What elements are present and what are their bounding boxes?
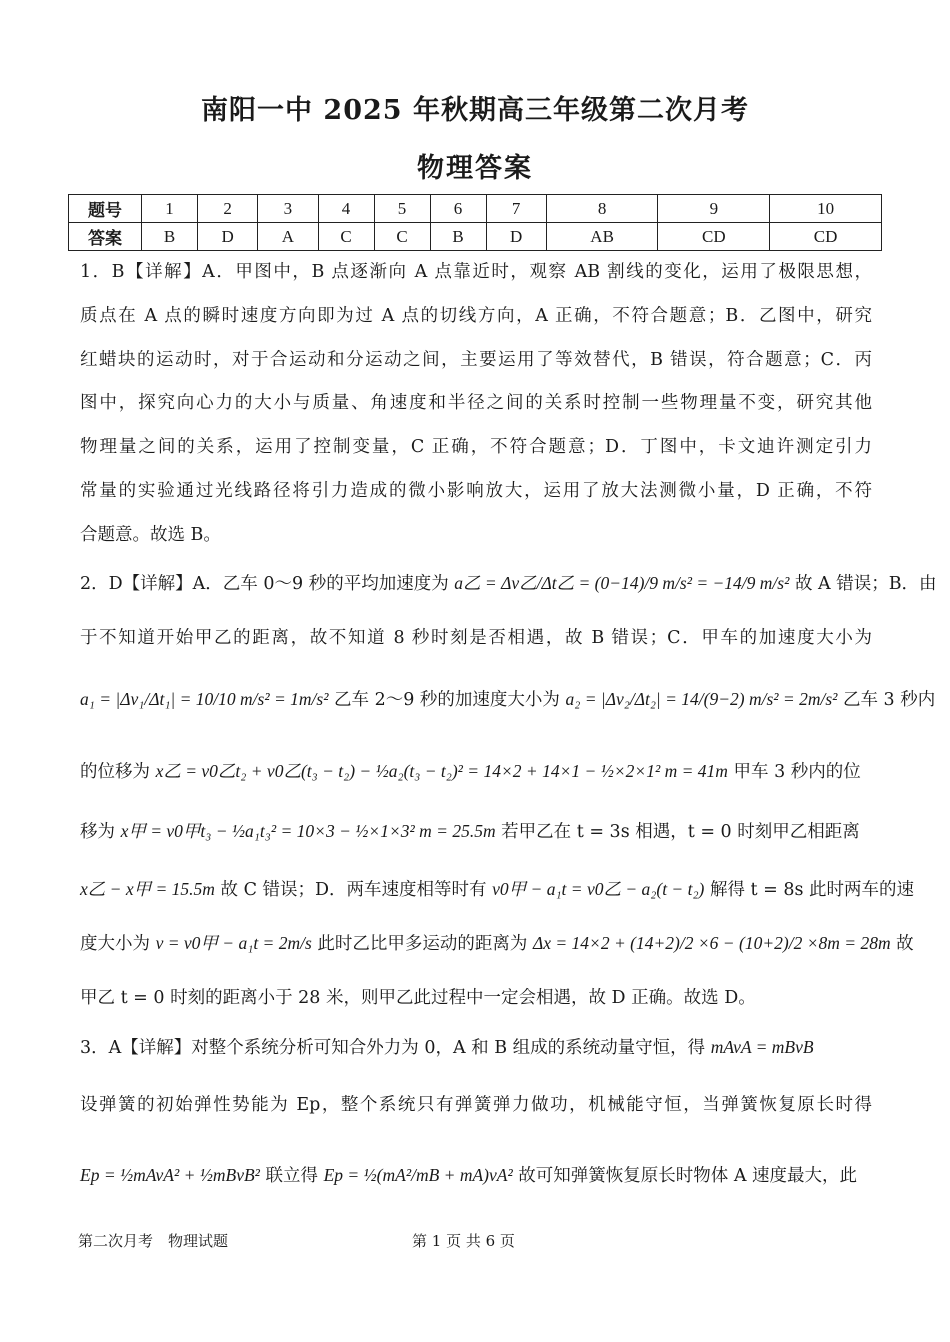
q2-text: 乙车 3 秒内	[842, 690, 936, 710]
q2-text: 此时乙比甲多运动的距离为	[317, 934, 528, 954]
q2-formula-a2: a₂ = |Δv₂/Δt₂| = 14/(9−2) m/s² = 2m/s²	[565, 689, 838, 709]
q3-text: 故可知弹簧恢复原长时物体 A 速度最大，此	[518, 1166, 858, 1186]
answer-cell: AB	[546, 223, 658, 251]
q1-line: 1．B【详解】A．甲图中，B 点逐渐向 A 点靠近时，观察 AB 割线的变化，运用了极限思想，	[80, 262, 872, 282]
q3-text: 3．A【详解】对整个系统分析可知合外力为 0，A 和 B 组成的系统动量守恒，得	[80, 1038, 706, 1058]
q2-line-3	[80, 686, 935, 711]
q1-line: 物理量之间的关系，运用了控制变量，C 正确，不符合题意；D．丁图中，卡文迪许测定引力	[80, 437, 872, 457]
answer-cell: D	[198, 223, 258, 251]
question-number: 10	[770, 195, 882, 223]
q2-line-4	[80, 758, 861, 783]
row-label-number: 题号	[69, 195, 142, 223]
q1-line: 合题意。故选 B。	[80, 525, 221, 545]
q3-line-1	[80, 1034, 814, 1059]
footer-exam-name: 第二次月考 物理试题	[78, 1232, 229, 1250]
question-number: 3	[258, 195, 318, 223]
q2-text: 乙车 2～9 秒的加速度大小为	[334, 690, 560, 710]
q2-text: 解得 t = 8s 此时两车的速	[709, 880, 915, 900]
q2-text: 故 A 错误；B．由	[794, 574, 937, 594]
q2-line-5	[80, 818, 860, 843]
q2-formula-avg-accel: a乙 = Δv乙/Δt乙 = (0−14)/9 m/s² = −14/9 m/s²	[454, 573, 790, 593]
q2-line-1	[80, 570, 937, 595]
q2-line-8: 甲乙 t = 0 时刻的距离小于 28 米，则甲乙此过程中一定会相遇，故 D 正确。故选 D。	[80, 988, 756, 1008]
q2-formula-a1: a₁ = |Δv₁/Δt₁| = 10/10 m/s² = 1m/s²	[80, 689, 329, 709]
q2-formula-delta-x: Δx = 14×2 + (14+2)/2 ×6 − (10+2)/2 ×8m = 28m	[532, 933, 891, 953]
q2-text: 2．D【详解】A．乙车 0～9 秒的平均加速度为	[80, 574, 449, 594]
q2-line-7	[80, 930, 914, 955]
question-number: 1	[142, 195, 198, 223]
q3-formula-combined: Ep = ½(mA²/mB + mA)vA²	[323, 1165, 513, 1185]
answer-cell: CD	[658, 223, 770, 251]
answer-table	[68, 194, 882, 251]
q2-text: 移为	[80, 822, 115, 842]
row-label-answer: 答案	[69, 223, 142, 251]
q1-line: 红蜡块的运动时，对于合运动和分运动之间，主要运用了等效替代，B 错误，符合题意；C．丙	[80, 350, 872, 370]
q3-formula-momentum: mAvA = mBvB	[710, 1037, 814, 1057]
question-number: 2	[198, 195, 258, 223]
q2-formula-speed: v = v0甲 − a₁t = 2m/s	[155, 933, 312, 953]
q1-line: 质点在 A 点的瞬时速度方向即为过 A 点的切线方向，A 正确，不符合题意；B．乙图中，研究	[80, 306, 872, 326]
q2-formula-equal-speed: v0甲 − a₁t = v0乙 − a₂(t − t₂)	[492, 879, 705, 899]
q2-text: 若甲乙在 t = 3s 相遇，t = 0 时刻甲乙相距离	[501, 822, 860, 842]
question-number: 5	[374, 195, 430, 223]
q2-text: 度大小为	[80, 934, 150, 954]
q3-text: 联立得	[265, 1166, 318, 1186]
answer-cell: B	[142, 223, 198, 251]
q3-line-2: 设弹簧的初始弹性势能为 Ep，整个系统只有弹簧弹力做功，机械能守恒，当弹簧恢复原长时得	[80, 1095, 872, 1115]
q2-formula-distance: x乙 − x甲 = 15.5m	[80, 879, 215, 899]
question-number: 8	[546, 195, 658, 223]
q2-text: 甲车 3 秒内的位	[733, 762, 861, 782]
q3-line-3	[80, 1162, 857, 1187]
page-subtitle: 物理答案	[417, 153, 533, 184]
q2-line-6	[80, 876, 914, 901]
answer-cell: C	[374, 223, 430, 251]
answer-cell: D	[486, 223, 546, 251]
q3-formula-energy: Ep = ½mAvA² + ½mBvB²	[80, 1165, 260, 1185]
q1-line: 常量的实验通过光线路径将引力造成的微小影响放大，运用了放大法测微小量，D 正确，不符	[80, 481, 872, 501]
q2-formula-x-yi: x乙 = v0乙t₂ + v0乙(t₃ − t₂) − ½a₂(t₃ − t₂)² = 14×2 + 14×1 − ½×2×1² m = 41m	[155, 761, 728, 781]
q2-line-2: 于不知道开始甲乙的距离，故不知道 8 秒时刻是否相遇，故 B 错误；C．甲车的加速度大小为	[80, 628, 872, 648]
question-number: 6	[430, 195, 486, 223]
question-number: 4	[318, 195, 374, 223]
footer-page-number: 第 1 页 共 6 页	[412, 1232, 515, 1250]
page-title: 南阳一中 2025 年秋期高三年级第二次月考	[201, 95, 749, 126]
q2-formula-x-jia: x甲 = v0甲t₃ − ½a₁t₃² = 10×3 − ½×1×3² m = 25.5m	[120, 821, 496, 841]
answer-table-answer-row	[69, 223, 882, 251]
q2-text: 的位移为	[80, 762, 150, 782]
q1-line: 图中，探究向心力的大小与质量、角速度和半径之间的关系时控制一些物理量不变，研究其他	[80, 393, 872, 413]
question-number: 7	[486, 195, 546, 223]
answer-cell: B	[430, 223, 486, 251]
answer-cell: A	[258, 223, 318, 251]
question-number: 9	[658, 195, 770, 223]
q2-text: 故 C 错误；D．两车速度相等时有	[220, 880, 487, 900]
answer-table-number-row	[69, 195, 882, 223]
answer-cell: CD	[770, 223, 882, 251]
answer-cell: C	[318, 223, 374, 251]
q2-text: 故	[896, 934, 914, 954]
